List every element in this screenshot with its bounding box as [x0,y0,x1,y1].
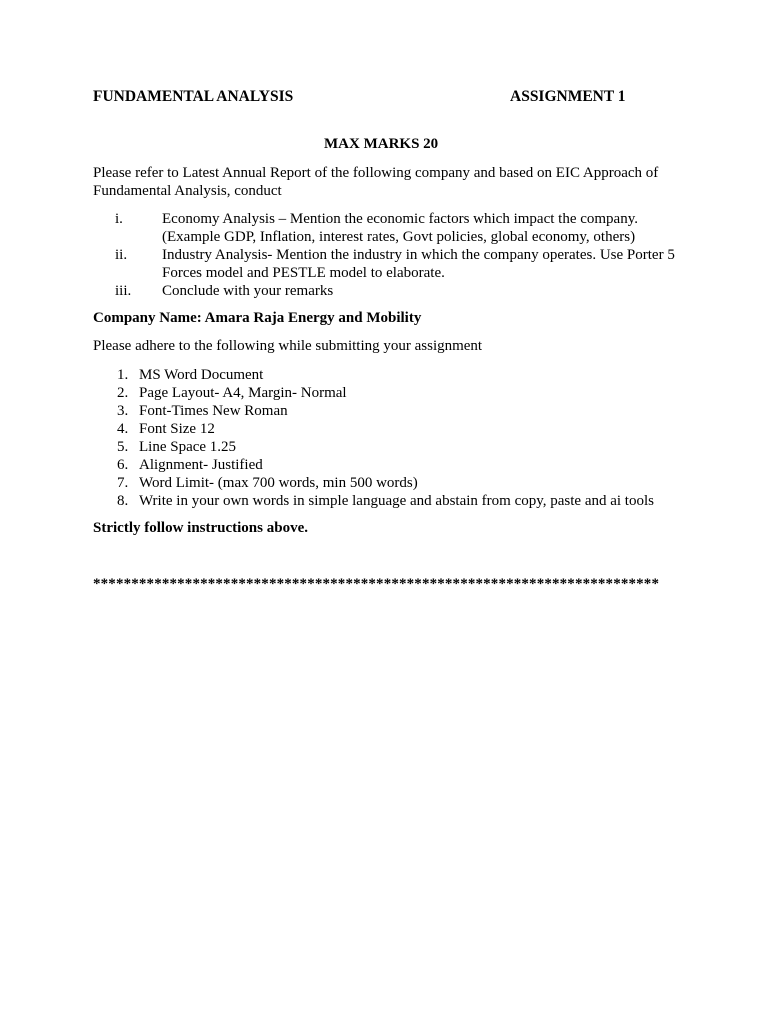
instruction-text: Font Size 12 [139,421,215,437]
instruction-item [93,438,693,456]
instruction-number: 2. [117,385,129,401]
instruction-item [93,474,693,492]
instruction-text: Word Limit- (max 700 words, min 500 words) [139,475,418,491]
instruction-item [93,456,693,474]
instruction-text: MS Word Document [139,367,264,383]
instruction-item [93,402,693,420]
asterisk-divider: ************************************************************************** [93,576,660,592]
instruction-item [93,366,693,384]
task-text: Industry Analysis- Mention the industry in which the company operates. Use Porter 5 Forces model and PESTLE model to elaborate. [162,247,675,281]
intro-paragraph: Please refer to Latest Annual Report of the following company and based on EIC Approach of Fundamental Analysis, conduct [93,165,659,199]
instruction-text: Page Layout- A4, Margin- Normal [139,385,347,401]
task-text: Conclude with your remarks [162,283,334,299]
adhere-paragraph: Please adhere to the following while submitting your assignment [93,338,483,354]
instruction-number: 7. [117,475,129,491]
instruction-number: 5. [117,439,129,455]
instruction-number: 1. [117,367,129,383]
strict-note: Strictly follow instructions above. [93,520,308,536]
instruction-text: Line Space 1.25 [139,439,237,455]
task-number: ii. [115,247,128,263]
instruction-text: Write in your own words in simple language and abstain from copy, paste and ai tools [139,493,654,509]
instruction-text: Font-Times New Roman [139,403,288,419]
instruction-number: 8. [117,493,129,509]
task-item [93,210,693,246]
assignment-title: ASSIGNMENT 1 [510,88,626,105]
company-name: Company Name: Amara Raja Energy and Mobility [93,310,422,326]
max-marks: MAX MARKS 20 [324,136,439,152]
instruction-item [93,492,693,510]
task-list [93,210,693,300]
instruction-number: 4. [117,421,129,437]
task-item [93,282,693,300]
task-text: Economy Analysis – Mention the economic factors which impact the company. (Example GDP, Inflation, interest rates, Govt policies, global economy, others) [162,211,638,245]
instruction-text: Alignment- Justified [139,457,263,473]
task-number: iii. [115,283,132,299]
instruction-list [93,366,693,510]
course-title: FUNDAMENTAL ANALYSIS [93,88,294,105]
instruction-item [93,384,693,402]
instruction-number: 6. [117,457,129,473]
task-item [93,246,693,282]
task-number: i. [115,211,123,227]
instruction-number: 3. [117,403,129,419]
instruction-item [93,420,693,438]
